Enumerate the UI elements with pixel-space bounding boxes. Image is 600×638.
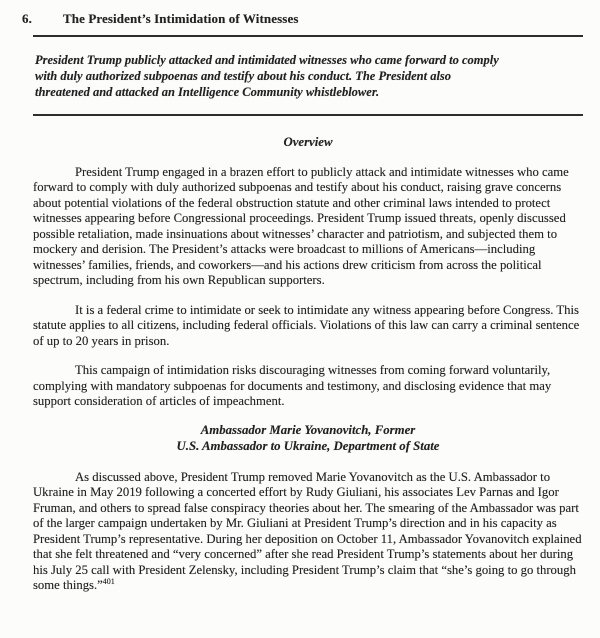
footnote-marker: 401: [102, 577, 115, 587]
yovanovitch-paragraph-text: As discussed above, President Trump removed Marie Yovanovitch as the U.S. Ambassador to Ukraine in May 2019 following a concerted effort by Rudy Giuliani, his associates Lev Parnas and Igor Fruman, and others to spread false conspiracy theories about her. The smearing of the Ambassador was part of the larger campaign undertaken by Mr. Giuliani at President Trump’s direction and in his capacity as President Trump’s representative. During her deposition on October 11, Ambassador Yovanovitch explained that she felt threatened and “very concerned” after she read President Trump’s statements about her during his July 25 call with President Zelensky, including President Trump’s claim that “she’s going to go through some things.”: [33, 469, 582, 593]
subsection-heading-line2: U.S. Ambassador to Ukraine, Department of State: [176, 439, 440, 454]
divider-bottom: [33, 114, 583, 116]
content-column: [33, 35, 583, 594]
subsection-heading-line1: Ambassador Marie Yovanovitch, Former: [200, 422, 416, 437]
subsection-heading: [33, 422, 583, 455]
yovanovitch-paragraph: [33, 470, 583, 594]
overview-paragraph-1: President Trump engaged in a brazen effort to publicly attack and intimidate witnesses who came forward to comply with duly authorized subpoenas and testify about his conduct, raising grave concerns about potential violations of the federal obstruction statute and other criminal laws intended to protect witnesses appearing before Congressional proceedings. President Trump issued threats, openly discussed possible retaliation, made insinuations about witnesses’ character and patriotism, and subjected them to mockery and derision. The President’s attacks were broadcast to millions of Americans—including witnesses’ families, friends, and coworkers—and his actions drew criticism from across the political spectrum, including from his own Republican supporters.: [33, 164, 569, 288]
section-title: The President’s Intimidation of Witnesses: [63, 11, 299, 26]
summary-statement: President Trump publicly attacked and intimidated witnesses who came forward to comply with duly authorized subpoenas and testify about his conduct. The President also threatened and attacked an Intelligence Community whistleblower.: [35, 53, 499, 99]
section-number: 6.: [22, 11, 32, 26]
section-heading: [22, 10, 600, 27]
divider-top: [33, 35, 583, 37]
overview-paragraph-2: It is a federal crime to intimidate or seek to intimidate any witness appearing before Congress. This statute applies to all citizens, including federal officials. Violations of this law can carry a criminal sentence of up to 20 years in prison.: [33, 302, 580, 348]
overview-heading: Overview: [283, 135, 333, 150]
overview-paragraph-3: This campaign of intimidation risks discouraging witnesses from coming forward voluntarily, complying with mandatory subpoenas for documents and testimony, and disclosing evidence that may support consideration of articles of impeachment.: [33, 363, 552, 409]
